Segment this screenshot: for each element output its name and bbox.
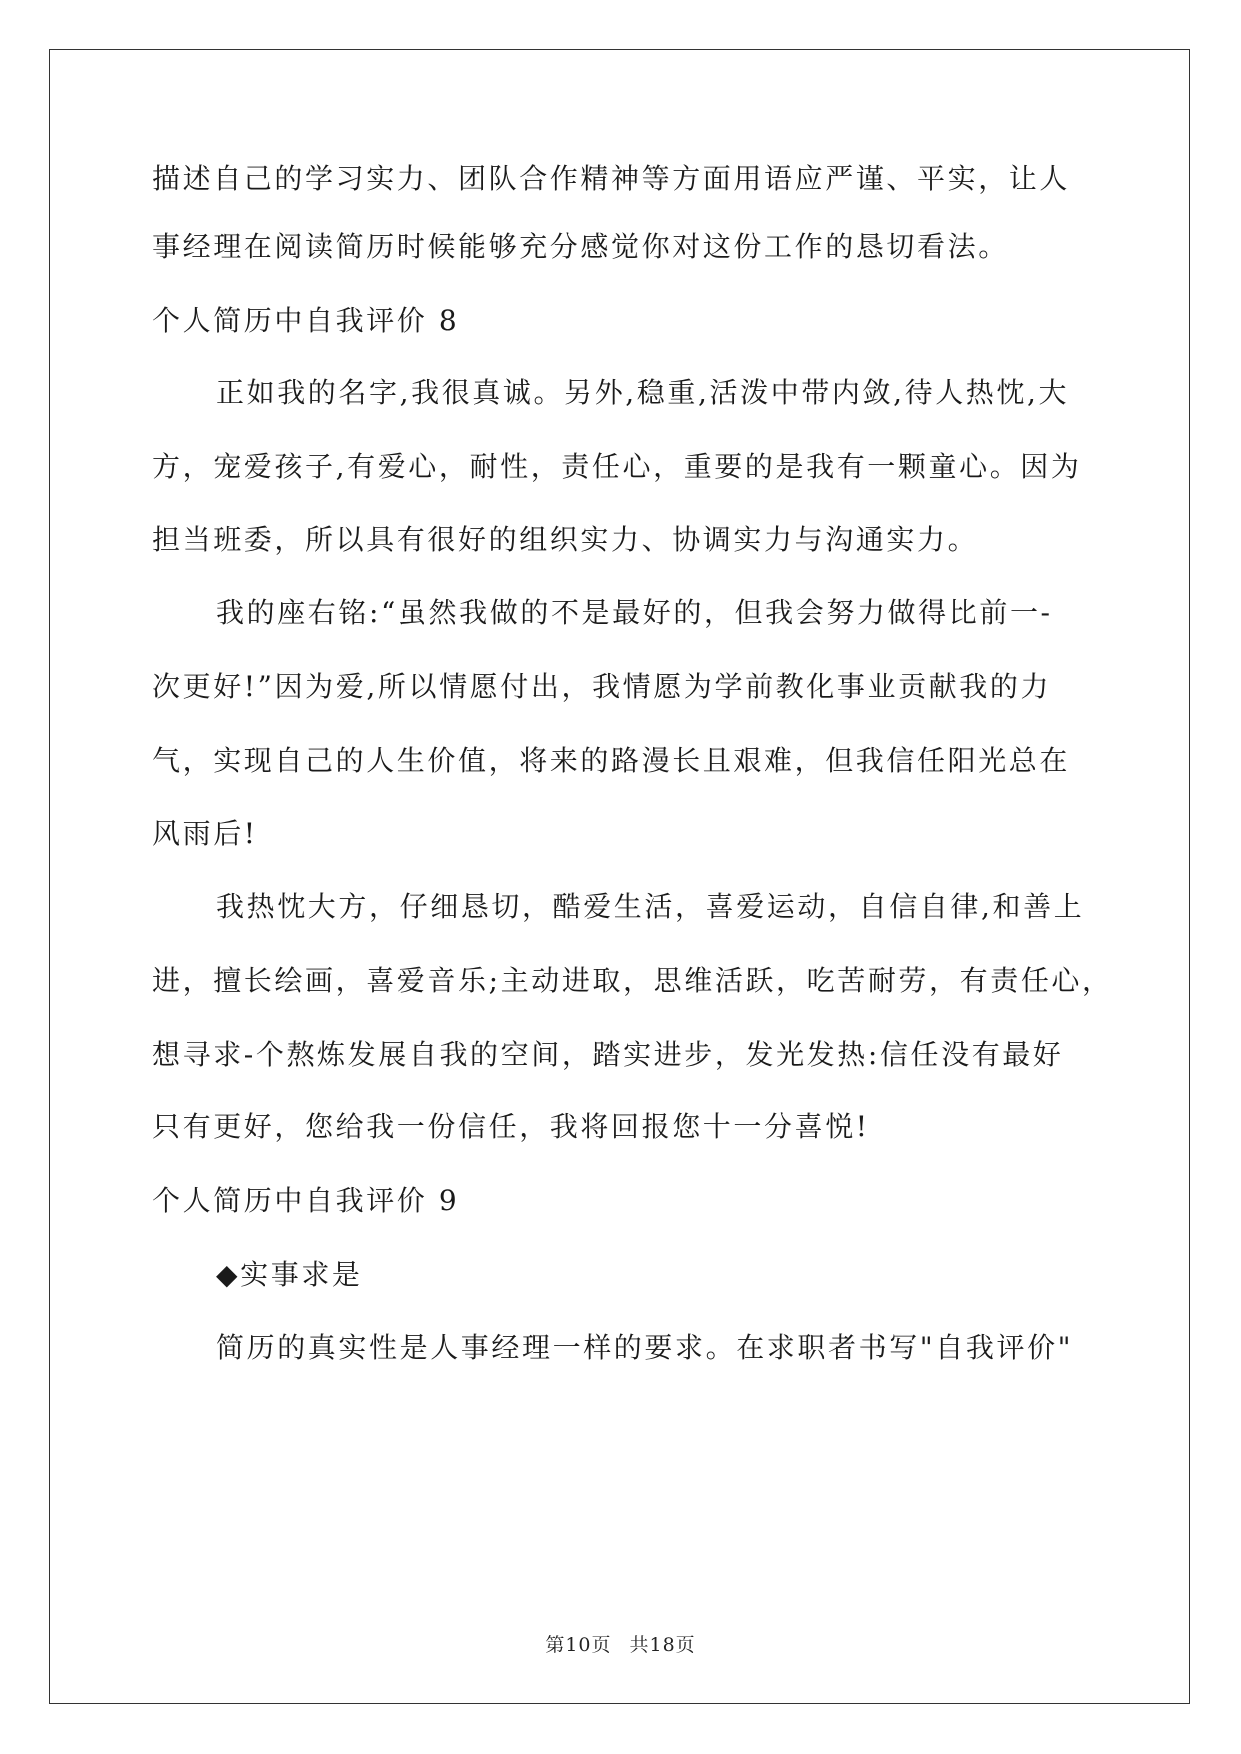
page-number-total: 共18页 (629, 1634, 696, 1656)
body-line: 描述自己的学习实力、团队合作精神等方面用语应严谨、平实，让人 (152, 162, 1071, 195)
body-line: 简历的真实性是人事经理一样的要求。在求职者书写"自我评价" (216, 1331, 1074, 1364)
body-line: 气，实现自己的人生价值，将来的路漫长且艰难，但我信任阳光总在 (152, 744, 1071, 777)
body-line: 正如我的名字,我很真诚。另外,稳重,活泼中带内敛,待人热忱,大 (216, 376, 1070, 409)
page-footer (0, 1630, 1241, 1657)
body-line: 担当班委，所以具有很好的组织实力、协调实力与沟通实力。 (152, 523, 979, 556)
body-line: 风雨后! (152, 817, 258, 850)
body-line: 方，宠爱孩子,有爱心，耐性，责任心，重要的是我有一颗童心。因为 (152, 450, 1082, 483)
section-heading: 个人简历中自我评价 9 (152, 1184, 460, 1217)
page-number-current: 第10页 (545, 1634, 612, 1656)
page-border (49, 49, 1190, 1704)
body-line: 只有更好，您给我一份信任，我将回报您十一分喜悦! (152, 1110, 870, 1143)
body-line: 我的座右铭:“虽然我做的不是最好的，但我会努力做得比前一- (216, 596, 1053, 629)
body-line: 我热忱大方，仔细恳切，酷爱生活，喜爱运动，自信自律,和善上 (216, 890, 1085, 923)
body-line: 想寻求-个熬炼发展自我的空间，踏实进步，发光发热:信任没有最好 (152, 1038, 1064, 1071)
body-line: 事经理在阅读简历时候能够充分感觉你对这份工作的恳切看法。 (152, 230, 1009, 263)
body-line: 次更好!”因为爱,所以情愿付出，我情愿为学前教化事业贡献我的力 (152, 670, 1052, 703)
body-line: 进，擅长绘画，喜爱音乐;主动进取，思维活跃，吃苦耐劳，有责任心， (152, 964, 1113, 997)
bullet-heading: ◆实事求是 (216, 1258, 363, 1291)
section-heading: 个人简历中自我评价 8 (152, 304, 460, 337)
